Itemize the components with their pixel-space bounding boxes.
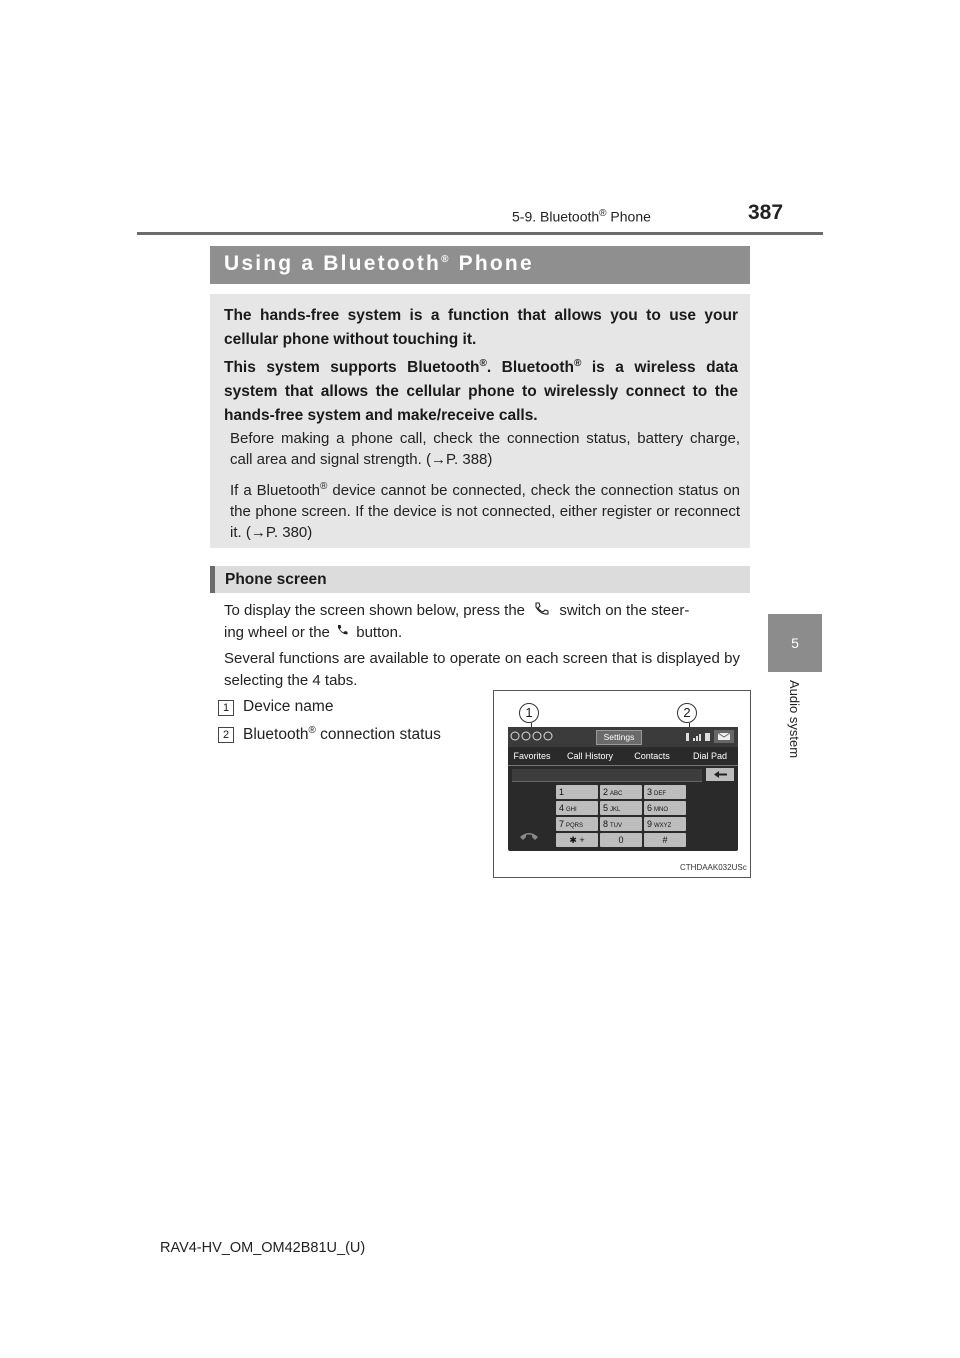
body-paragraph-2: Several functions are available to operate on each screen that is displayed by selecting the 4 tabs.	[224, 650, 740, 689]
figure-code: CTHDAAK032USc	[680, 863, 747, 872]
intro-paragraph-2: This system supports Bluetooth®. Bluetooth® is a wireless data system that allows the cellular phone to wirelessly connect to the hands-free system and make/receive calls.	[224, 358, 738, 425]
callout-number-2: 2	[218, 727, 234, 743]
key-0[interactable]: 0	[600, 833, 642, 847]
tab-call-history[interactable]: Call History	[566, 751, 613, 761]
phone-screen-figure	[493, 690, 751, 878]
key-5[interactable]: 5 JKL	[600, 801, 642, 815]
figure-callout-1: 1	[519, 703, 539, 723]
intro-note-1: Before making a phone call, check the connection status, battery charge, call area and signal strength. (→P. 388)	[230, 430, 740, 468]
intro-box	[210, 294, 750, 548]
header-rule	[137, 232, 823, 235]
document-id: RAV4-HV_OM_OM42B81U_(U)	[160, 1240, 366, 1256]
settings-button[interactable]: Settings	[596, 730, 642, 745]
intro-paragraph-1: The hands-free system is a function that allows you to use your cellular phone without touching it.	[224, 307, 738, 348]
key-star[interactable]: ✱ +	[556, 833, 598, 847]
key-9[interactable]: 9 WXYZ	[644, 817, 686, 831]
intro-note-2: If a Bluetooth® device cannot be connected, check the connection status on the phone screen. If the device is not connected, either register or reconnect it. (→P. 380)	[230, 481, 740, 541]
body-paragraph-1: To display the screen shown below, press the switch on the steer- ing wheel or the button.	[224, 602, 690, 641]
dial-number-field[interactable]	[512, 769, 702, 782]
key-4[interactable]: 4 GHI	[556, 801, 598, 815]
call-icon[interactable]	[518, 829, 540, 843]
dial-keypad	[556, 785, 688, 851]
backspace-button[interactable]	[706, 768, 734, 781]
subsection-accent	[210, 566, 215, 593]
callout-label-2: Bluetooth® connection status	[243, 725, 441, 744]
tab-dial-pad[interactable]: Dial Pad	[692, 751, 728, 761]
key-1[interactable]: 1	[556, 785, 598, 799]
callout-label-1: Device name	[243, 698, 334, 715]
key-3[interactable]: 3 DEF	[644, 785, 686, 799]
device-name-circles-icon	[510, 730, 556, 742]
key-hash[interactable]: #	[644, 833, 686, 847]
phone-handset-icon	[529, 601, 555, 617]
section-title-bar	[210, 246, 750, 284]
tab-favorites[interactable]: Favorites	[513, 751, 551, 761]
chapter-tab: 5	[768, 614, 822, 672]
callout-number-1: 1	[218, 700, 234, 716]
chapter-label: Audio system	[787, 680, 802, 759]
phone-display	[508, 727, 738, 851]
key-6[interactable]: 6 MNO	[644, 801, 686, 815]
section-label: 5-9. Bluetooth® Phone	[512, 208, 651, 225]
subsection-title: Phone screen	[225, 571, 327, 588]
page-number: 387	[748, 201, 784, 224]
bluetooth-signal-battery-icon	[686, 731, 712, 743]
figure-callout-2: 2	[677, 703, 697, 723]
tab-divider	[508, 765, 738, 766]
phone-handset-icon	[334, 624, 352, 638]
key-2[interactable]: 2 ABC	[600, 785, 642, 799]
message-icon[interactable]	[714, 730, 734, 743]
section-title: Using a Bluetooth® Phone	[224, 252, 534, 275]
key-7[interactable]: 7 PQRS	[556, 817, 598, 831]
subsection-bar	[210, 566, 750, 593]
key-8[interactable]: 8 TUV	[600, 817, 642, 831]
tab-contacts[interactable]: Contacts	[634, 751, 670, 761]
